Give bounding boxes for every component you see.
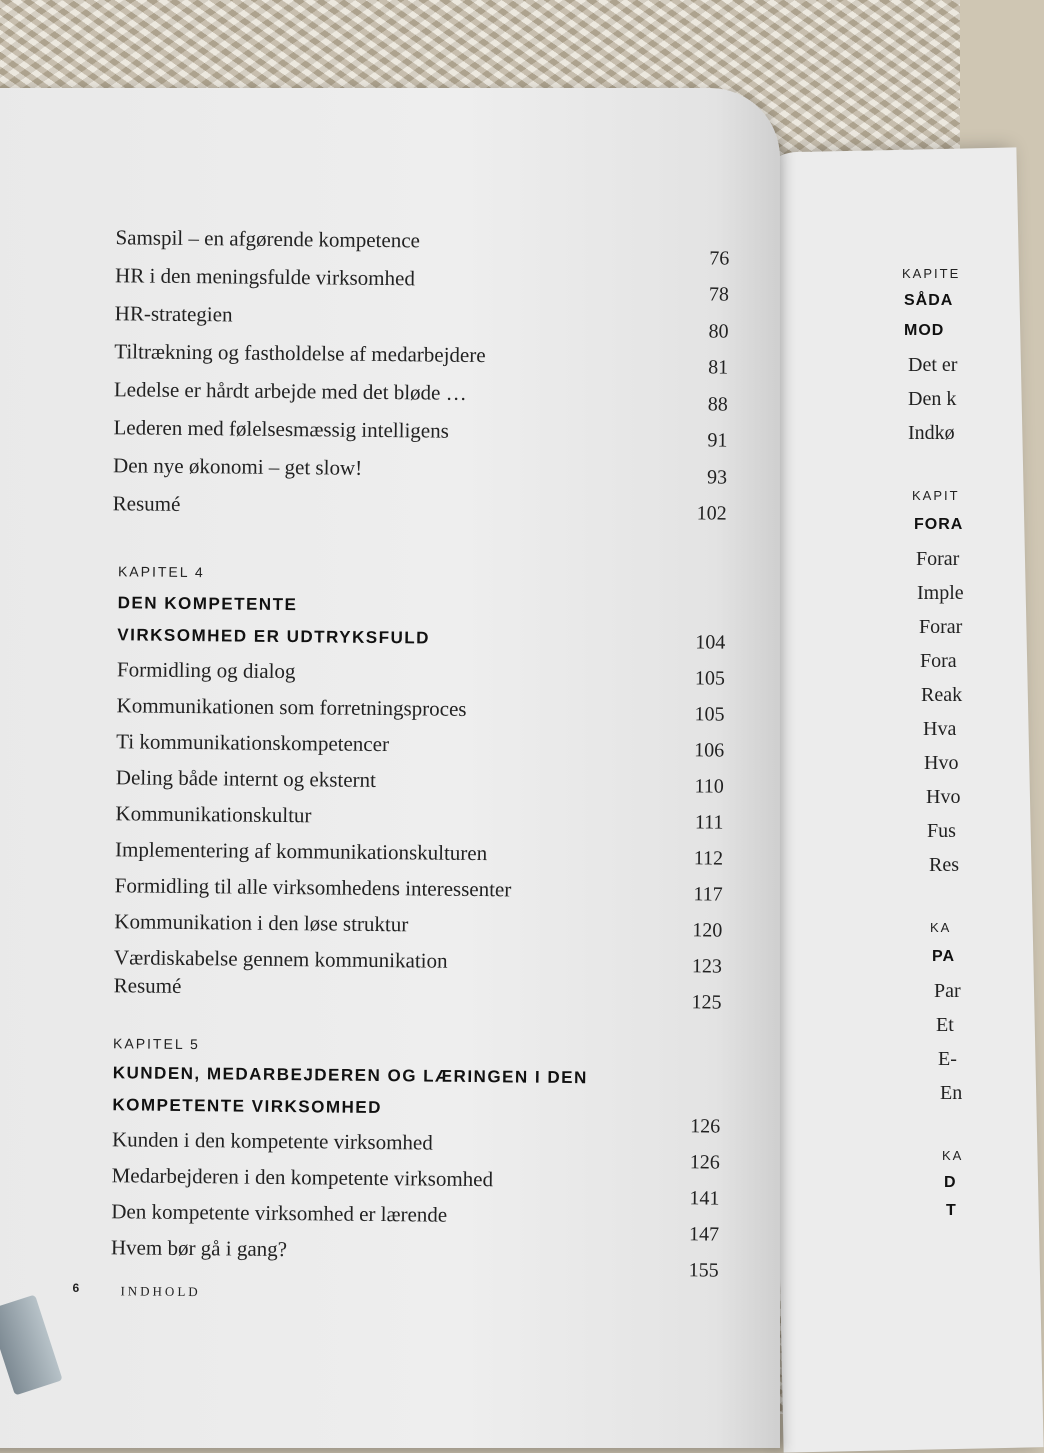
chapter-label: KA (930, 920, 952, 935)
toc-entry: Formidling og dialog (116, 657, 296, 684)
toc-entry: Værdiskabelse gennem kommunikation (113, 945, 448, 973)
toc-page-number: 106 (694, 739, 725, 762)
chapter-title: KUNDEN, MEDARBEJDEREN OG LÆRINGEN I DEN (112, 1063, 588, 1088)
toc-entry: HR i den meningsfulde virksomhed (114, 263, 416, 291)
toc-page-number: 76 (709, 247, 730, 270)
toc-entry: Kommunikation i den løse struktur (114, 909, 409, 937)
chapter-title: DEN KOMPETENTE (117, 593, 298, 615)
toc-page-number: 123 (691, 955, 723, 978)
toc-page-number: 104 (695, 631, 726, 654)
toc-entry: Et (936, 1014, 954, 1036)
toc-page-number: 80 (708, 320, 729, 343)
toc-page-number: 141 (689, 1187, 720, 1210)
toc-entry: Ledelse er hårdt arbejde med det bløde … (113, 377, 467, 405)
toc-page-number: 111 (694, 811, 724, 834)
running-footer: INDHOLD (120, 1283, 201, 1300)
toc-page-number: 105 (694, 667, 726, 690)
toc-page-number: 110 (694, 775, 724, 798)
toc-page-number: 117 (693, 883, 723, 906)
toc-entry: Forar (919, 616, 963, 638)
toc-entry: Tiltrækning og fastholdelse af medarbejdere (114, 339, 486, 368)
toc-entry: Kunden i den kompetente virksomhed (111, 1127, 433, 1155)
toc-entry: Den nye økonomi – get slow! (113, 453, 363, 480)
toc-entry: Res (929, 854, 959, 876)
toc-entry: Ti kommunikationskompetencer (116, 729, 390, 757)
toc-entry: Den k (908, 388, 957, 410)
toc-page-number: 126 (689, 1151, 720, 1174)
toc-entry: Par (934, 980, 961, 1002)
toc-entry: Formidling til alle virksomhedens interessenter (114, 873, 512, 902)
toc-entry: Den kompetente virksomhed er lærende (111, 1199, 448, 1227)
toc-page-number: 88 (707, 393, 728, 416)
toc-entry: E- (938, 1048, 957, 1070)
toc-entry: Lederen med følelsesmæssig intelligens (113, 415, 449, 443)
toc-page-number: 105 (694, 703, 725, 726)
toc-entry: Hvo (926, 786, 961, 808)
toc-entry: Fora (920, 650, 957, 672)
toc-entry: Forar (916, 548, 960, 570)
toc-entry: Kommunikationen som forretningsproces (116, 693, 467, 721)
chapter-label: KA (942, 1148, 964, 1163)
toc-entry: Deling både internt og eksternt (115, 765, 377, 792)
toc-entry: Resumé (113, 973, 182, 998)
toc-entry: Hvem bør gå i gang? (110, 1235, 288, 1262)
toc-page-number: 93 (706, 466, 728, 489)
chapter-title: KOMPETENTE VIRKSOMHED (112, 1095, 383, 1118)
toc-entry: Hva (923, 718, 957, 740)
toc-page-number: 78 (708, 283, 730, 306)
chapter-label: KAPITEL 4 (117, 563, 205, 581)
toc-page-number: 126 (690, 1115, 721, 1138)
toc-page-number: 155 (688, 1259, 719, 1282)
chapter-title: PA (932, 948, 956, 965)
toc-page-number: 120 (692, 919, 723, 942)
chapter-title: MOD (904, 322, 945, 339)
page-number: 6 (72, 1280, 80, 1295)
toc-entry: Det er (908, 354, 958, 376)
toc-entry: Medarbejderen i den kompetente virksomhed (111, 1163, 494, 1192)
toc-page-number: 102 (696, 502, 727, 525)
toc-entry: Imple (917, 582, 964, 604)
chapter-label: KAPIT (912, 488, 960, 503)
toc-page-number: 91 (707, 429, 728, 452)
toc-page-number: 147 (688, 1223, 720, 1246)
chapter-title: T (946, 1202, 957, 1219)
toc-entry: Implementering af kommunikationskulturen (114, 837, 488, 866)
toc-entry: Hvo (924, 752, 959, 774)
chapter-title: SÅDA (904, 292, 954, 309)
toc-entry: Fus (927, 820, 956, 842)
toc-page-number: 81 (708, 356, 729, 379)
toc-page-number: 125 (691, 991, 722, 1014)
toc-entry: Indkø (908, 422, 955, 444)
chapter-label: KAPITE (902, 266, 961, 281)
chapter-label: KAPITEL 5 (112, 1035, 200, 1053)
toc-entry: En (940, 1082, 963, 1104)
toc-entry: Reak (921, 684, 963, 706)
toc-entry: Samspil – en afgørende kompetence (115, 225, 421, 253)
chapter-title: D (944, 1174, 957, 1191)
toc-entry: Kommunikationskultur (115, 801, 312, 828)
chapter-title: VIRKSOMHED ER UDTRYKSFULD (117, 625, 431, 648)
chapter-title: FORA (914, 516, 964, 533)
toc-entry: HR-strategien (114, 301, 233, 327)
toc-entry: Resumé (112, 491, 181, 516)
toc-page-number: 112 (693, 847, 724, 870)
